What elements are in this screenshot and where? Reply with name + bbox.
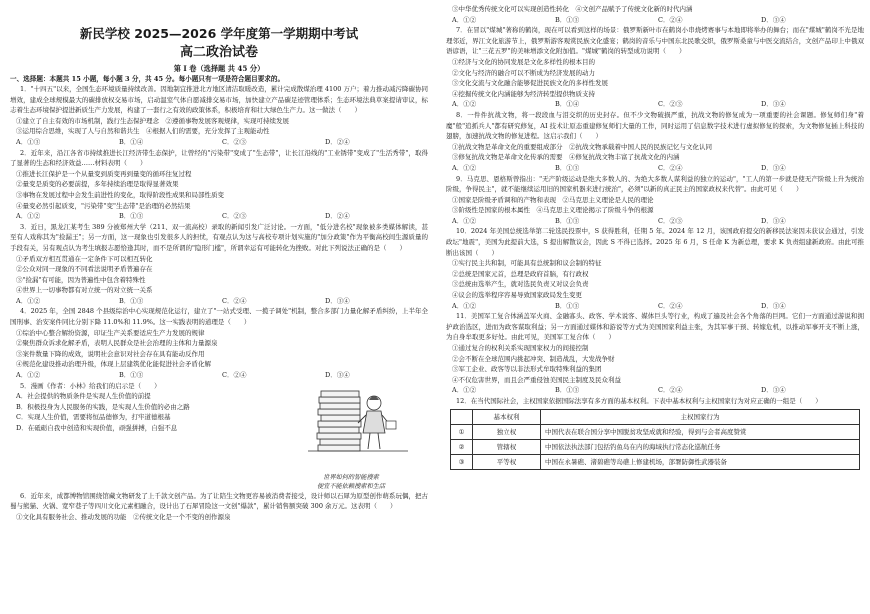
answer-choice[interactable]: D．③④ xyxy=(761,15,786,24)
answer-choice[interactable]: C．②③ xyxy=(222,212,247,221)
statement-option: ③案件数量下降的成效，说明社会意识对社会存在具有能动反作用 xyxy=(16,349,205,358)
answer-choice[interactable]: B．①③ xyxy=(555,15,580,24)
answer-choice[interactable]: A．①③ xyxy=(16,137,41,146)
statement-option: ③总统由选举产生，就对选民负责又对议会负责 xyxy=(452,280,589,289)
answer-choice[interactable]: D．③④ xyxy=(761,301,786,310)
table-cell-act: 中国代表在联合国分享中国脱贫攻坚成就和经验，得到与会者高度赞赏 xyxy=(541,424,860,439)
statement-option: ②文化与经济的融合可以不断成为经济发展的动力 xyxy=(452,68,595,77)
answer-choice[interactable]: C．②④ xyxy=(222,296,247,305)
question-5 xyxy=(10,381,428,491)
table-cell-act: 中国在永暑礁、渚碧礁等岛礁上修建机场，部署防御性武器装备 xyxy=(541,454,860,469)
section-instructions: 一、选择题：本题共 15 小题，每小题 3 分，共 45 分。每小题只有一项是符合题目要求的。 xyxy=(10,75,285,83)
question-stem: 10．2024 年美国总统选举第二轮选民投票中，S 获得胜利，任期 5 年。2024 年 12 月，该国政府提交的新移民法案因未获议会通过，引发政坛"地震"，美国为此提前大选，S 提出解散议会，因此 S 不得已选择。2025 年 6 月，S 任命 K 为新总理，要求 K 负责组建新政府。由此可推断出该国（ ） xyxy=(446,227,864,257)
table-cell-right: 独立权 xyxy=(473,424,541,439)
statement-option: ①通过复合的权利关系实现国家权力的间接控制 xyxy=(452,344,589,352)
cartoon-caption-1: 世界如何的智能搜索 xyxy=(323,473,379,481)
rights-table xyxy=(450,409,860,470)
table-cell-num: ① xyxy=(451,424,473,439)
table-cell-right: 平等权 xyxy=(473,454,541,469)
answer-choice[interactable]: C．②④ xyxy=(658,15,683,24)
statement-option: ①国家是阶级矛盾调和的产物和表现 ②马克思主义理论是人民的理论 xyxy=(452,195,654,204)
answer-choices xyxy=(446,216,864,227)
answer-choices xyxy=(10,370,428,381)
answer-choice[interactable]: D．③④ xyxy=(761,100,786,109)
answer-choice[interactable]: B．①③ xyxy=(119,296,144,305)
statement-option: ①抗战文物是革命文化的重要组成部分 ②抗战文物承载着中国人民的民族记忆与文化认同 xyxy=(452,142,712,151)
question-stem: 2．近年来，沿江各省市持续推进长江经济带生态保护，让曾经的"污染带"变成了"生态带"，让长江沿线的"工业锈带"变成了"生活秀带"，取得了显著的生态和经济效益……材料表明（ ） xyxy=(10,148,428,168)
answer-choice[interactable]: D．③④ xyxy=(761,163,786,172)
question-stem: 7．在冒以"煤城"著称的鹤岗，现在可以看到这样的场景：俄罗斯新叶市在鹤岗小串烧烤赛事与本地即将举办的舞台；而在"煤城"鹤岗不光是地理邻近，界江文化旅游节上，俄罗斯游客观赏民族文化盛宴；鹤岗的音乐与中国东北民歌交织，俄罗斯桑童与中医交流结合，文创产品印上中俄双语谚语，让"三花五罗"的美味增添文化附加值。"煤城"鹤岗的转型成功说明（ ） xyxy=(446,26,864,56)
right-column xyxy=(446,4,864,610)
question-stem: 12．在当代国际社会，主权国家依据国际法享有多方面的基本权利。下表中基本权利与主权国家行为对应正确的一组是（ ） xyxy=(456,396,822,405)
question-stem: 5．漫画《作者：小林》给我们的启示是（ ） xyxy=(20,381,161,390)
table-cell-num: ② xyxy=(451,439,473,454)
statement-option: ②会不断在全球范围内挑起冲突、制造战乱，大发战争财 xyxy=(452,354,615,363)
exam-subtitle: 高二政治试卷 xyxy=(179,45,258,60)
answer-choice[interactable]: C．②③ xyxy=(222,137,247,146)
statement-option: ③修复抗战文物是革命文化传承的需要 ④修复抗战文物丰富了抗战文化的内涵 xyxy=(452,153,680,162)
answer-choice[interactable]: C．②④ xyxy=(222,371,247,380)
cartoon-caption-2: 便宜不能依赖搜索和生活 xyxy=(316,482,386,490)
answer-choice[interactable]: D．③④ xyxy=(325,296,350,305)
answer-choice[interactable]: C．②③ xyxy=(658,216,683,225)
answer-choices xyxy=(446,301,864,312)
statement-option: ②聚焦群众诉求化解矛盾，表明人民群众是社会治理的主体和力量源泉 xyxy=(16,339,218,348)
question-stem: 11．美国军工复合体涵盖军火商、金融寡头、政客、学术说客、媒体巨头等行业，构成了遍及社会各个角落的巨网。它们一方面通过游说和拥护政治选区，进而为政客谋取利益；另一方面通过媒体和游说等方式为美国国家利益主张，为其军事干预、转嫁危机，以推动军事开支不断上涨，为自身牟取更多好处。由此可见，美国军工复合体（ ） xyxy=(446,312,864,342)
table-cell-num: ③ xyxy=(451,454,473,469)
answer-choice[interactable]: D．③④ xyxy=(761,386,786,395)
answer-choice[interactable]: A．①② xyxy=(452,15,477,24)
answer-choice[interactable]: D．在砥砺自我中创造和实现价值，顽强拼搏，自强不息 xyxy=(16,424,178,432)
statement-option: ③"捡漏"有可能，因为普遍性中包含着特殊性 xyxy=(16,275,146,284)
right-questions xyxy=(446,4,864,407)
answer-choice[interactable]: B．①④ xyxy=(555,100,580,109)
answer-choice[interactable]: D．③④ xyxy=(761,216,786,225)
table-row xyxy=(451,439,860,454)
answer-choices xyxy=(446,15,864,26)
statement-option: ①矛盾双方相互贯通在一定条件下可以相互转化 xyxy=(16,254,153,263)
answer-choice[interactable]: B．①③ xyxy=(555,301,580,310)
statement-option: ①推进长江保护是一个从量变到质变再到量变的循环往复过程 xyxy=(16,169,192,178)
statement-option: ④不仅危害世界，而且会严重侵蚀美国民主制度及民众利益 xyxy=(452,375,621,384)
statement-option: ④量变必然引起质变，"污染带"变"生态带"是治理的必然结果 xyxy=(16,201,191,210)
statement-option: ①建立了自主有效的市场机制，践行生态保护理念 ②遵循事物发展客观规律，实现可持续发展 xyxy=(16,116,289,125)
table-header-row xyxy=(451,409,860,424)
rights-table-body xyxy=(451,424,860,469)
question-stem: 1．"十四五"以来，全国生态环境质量持续改善。因地制宜推进北方地区清洁取暖改造，累计完成散煤治理 4100 万户；着力推动减污降碳协同增效，建成全球规模最大的碳排放权交易市场，启动温室气体自愿减排交易市场，加快建立产品碳足迹管理体系；生态环境法典草案提请审议，标志着生态环境保护提进新质生产力发展，构建了一套行之有效的政策体系，积极培育和壮大绿色生产力。这一做法（ ） xyxy=(10,85,428,115)
statement-option: ④世界上一切事物都有对立统一的对立统一关系 xyxy=(16,286,153,295)
answer-choices xyxy=(446,163,864,174)
answer-choice[interactable]: C．②④ xyxy=(658,301,683,310)
answer-choice[interactable]: A．社会提供的物质条件是实现人生价值的前提 xyxy=(16,392,151,401)
statement-option: ③中华优秀传统文化可以实现创造性转化 ④文创产品赋予了传统文化新的时代内涵 xyxy=(452,5,693,13)
answer-choice[interactable]: B．①③ xyxy=(119,212,144,221)
answer-choice[interactable]: D．③④ xyxy=(325,371,350,380)
answer-choice[interactable]: B．①③ xyxy=(119,371,144,380)
answer-choice[interactable]: B．①③ xyxy=(555,163,580,172)
answer-choice[interactable]: B．①③ xyxy=(555,386,580,395)
answer-choices xyxy=(10,211,428,222)
answer-choice[interactable]: A．①② xyxy=(452,216,477,225)
table-header: 基本权利 xyxy=(473,409,541,424)
statement-option: ③阶级性是国家的根本属性 ④马克思主义理论揭示了阶级斗争的根源 xyxy=(452,206,654,215)
answer-choice[interactable]: A．①② xyxy=(16,371,41,380)
answer-choice[interactable]: C．②③ xyxy=(658,100,683,109)
statement-option: ③事物在发展过程中会发生前进性的变化，取得阶段性成果和局部性质变 xyxy=(16,190,224,199)
question-stem: 4．2025 年，全国 2848 个县级综治中心实现规范化运行，建立了"一站式受理、一揽子调处"机制，整合多部门力量化解矛盾纠纷，上半年全国刑事、治安案件同比分别下降 11.0%和 11.9%。这一实践表明的道理是（ ） xyxy=(10,307,428,327)
answer-choice[interactable]: A．①② xyxy=(452,100,477,109)
question-stem: 3．近日，黑龙江某考生 389 分被郑州大学（211、双一流高校）录取的新闻引发广泛讨论。一方面，"低分进名校"现象被多类媒体解读，甚至有人戏称其为"捡漏王"；另一方面，这一现象也引发很多人的担忧，有观点认为这与高校专项计划实施的"加分政策"作为平衡高校间生源质量的手段有关，另有观点认为考生填报志愿恰逢其时，而不是所谓的"隐形门槛"，所谓幸运有可能转化为挫败。对此下列说法正确的是（ ） xyxy=(10,222,428,252)
table-row xyxy=(451,424,860,439)
answer-choice[interactable]: B．①③ xyxy=(555,216,580,225)
answer-choice[interactable]: A．①② xyxy=(16,296,41,305)
answer-choice[interactable]: A．①② xyxy=(452,301,477,310)
answer-choices xyxy=(10,296,428,307)
table-cell-right: 管辖权 xyxy=(473,439,541,454)
answer-choice[interactable]: C．实现人生价值，需要将恒品德修为，打牢道德根基 xyxy=(16,413,171,422)
statement-option: ①综治中心整合解纷资源，印证生产关系要适应生产力发展的规律 xyxy=(16,328,205,337)
left-column xyxy=(10,4,428,610)
answer-choice[interactable]: C．②④ xyxy=(658,386,683,395)
question-stem: 8．一件件抗战文物，将一段段血与泪交织的历史封存。但不少文物破损严重，抗战文物的修复成为一项重要的社会课题。修复师们身"着魔"般"追抓兵人"都有研究修复，AI 技术让原态重建修复师们大量的工作，同时运用了信息数字技术进行虚拟修复的探索，为文物修复插上科技的翅膀，加速抗战文物的修复进程。这启示我们（ ） xyxy=(446,110,864,141)
statement-option: ③文化交流与文化融合能够促进民族文化的多样性发展 xyxy=(452,79,608,88)
answer-choice[interactable]: B．积极投身为人民服务的实践，是实现人生价值的必由之路 xyxy=(16,402,190,411)
statement-option: ②公众对同一现象的不同看法说明矛盾普遍存在 xyxy=(16,265,153,274)
answer-choice[interactable]: D．②④ xyxy=(325,137,350,146)
statement-option: ④规范化建设推动治理升级，体现上层建筑优化能促进社会矛盾化解 xyxy=(16,360,211,369)
question-stem: 9．马克思、恩格斯曾指出："无产阶级运动是绝大多数人的、为绝大多数人谋利益的独立的运动"，"工人的第一步就是使无产阶级上升为统治阶级，争得民主"，就不能继续运用旧的国家机器来进行统治"，必须"以新的真正民主的国家政权来代替"。由此可见（ ） xyxy=(446,174,864,194)
statement-option: ①文化具有服务社会、推动发展的功能 ②传统文化是一个不变的创作源泉 xyxy=(16,512,231,521)
statement-option: ④议会的选举程序容易导致国家政局发生变更 xyxy=(452,291,582,300)
table-row xyxy=(451,454,860,469)
statement-option: ②量变是质变的必要前提，多年持续治理是取得显著效果 xyxy=(16,180,179,189)
exam-title: 新民学校 2025—2026 学年度第一学期期中考试 xyxy=(79,26,359,41)
left-tail-questions xyxy=(10,491,428,523)
statement-option: ③运用综合思维，实现了人与自然和谐共生 ④根据人们的需要，充分发挥了主观能动性 xyxy=(16,127,270,136)
answer-choice[interactable]: C．②④ xyxy=(658,163,683,172)
answer-choice[interactable]: B．①④ xyxy=(119,137,144,146)
left-questions xyxy=(10,84,428,381)
answer-choices xyxy=(446,99,864,110)
question-stem: 6．近年来，成都博物馆围绕馆藏文物研发了上千款文创产品。为了让陪生文物更容易被消费者接受，设计师以石犀为原型创作萌系玩偶，把古蜀与熊猫、火锅、宽窄巷子等四川文化元素相融合，设计出了石犀冒险这一文创"爆款"，累计销售额突破 300 余万元。这表明（ ） xyxy=(10,491,428,511)
answer-choice[interactable]: A．①② xyxy=(16,212,41,221)
statement-option: ④挖掘传统文化内涵能够为经济转型提供物质支持 xyxy=(452,89,595,98)
statement-option: ②总统是国家元首，总理是政府首脑，有行政权 xyxy=(452,269,589,278)
answer-choices xyxy=(10,137,428,148)
answer-choice[interactable]: D．②④ xyxy=(325,212,350,221)
statement-option: ①经济与文化的协同发展是文化多样性的根本目的 xyxy=(452,57,595,66)
question-5-options xyxy=(10,391,274,433)
part-heading: 第 I 卷（选择题 共 45 分） xyxy=(173,64,265,73)
answer-choice[interactable]: A．①② xyxy=(452,163,477,172)
cartoon-illustration xyxy=(278,381,428,469)
answer-choice[interactable]: A．①② xyxy=(452,386,477,395)
table-cell-act: 中国依法执法部门包括钓鱼岛在内的海域执行常态化巡航任务 xyxy=(541,439,860,454)
table-header: 主权国家行为 xyxy=(541,409,860,424)
statement-option: ③军工企业、政客等以非法形式牟取特殊利益的集团 xyxy=(452,365,602,374)
statement-option: ①实行民主共和制，可能具有总统制和议会制的特征 xyxy=(452,259,602,268)
answer-choices xyxy=(446,385,864,396)
